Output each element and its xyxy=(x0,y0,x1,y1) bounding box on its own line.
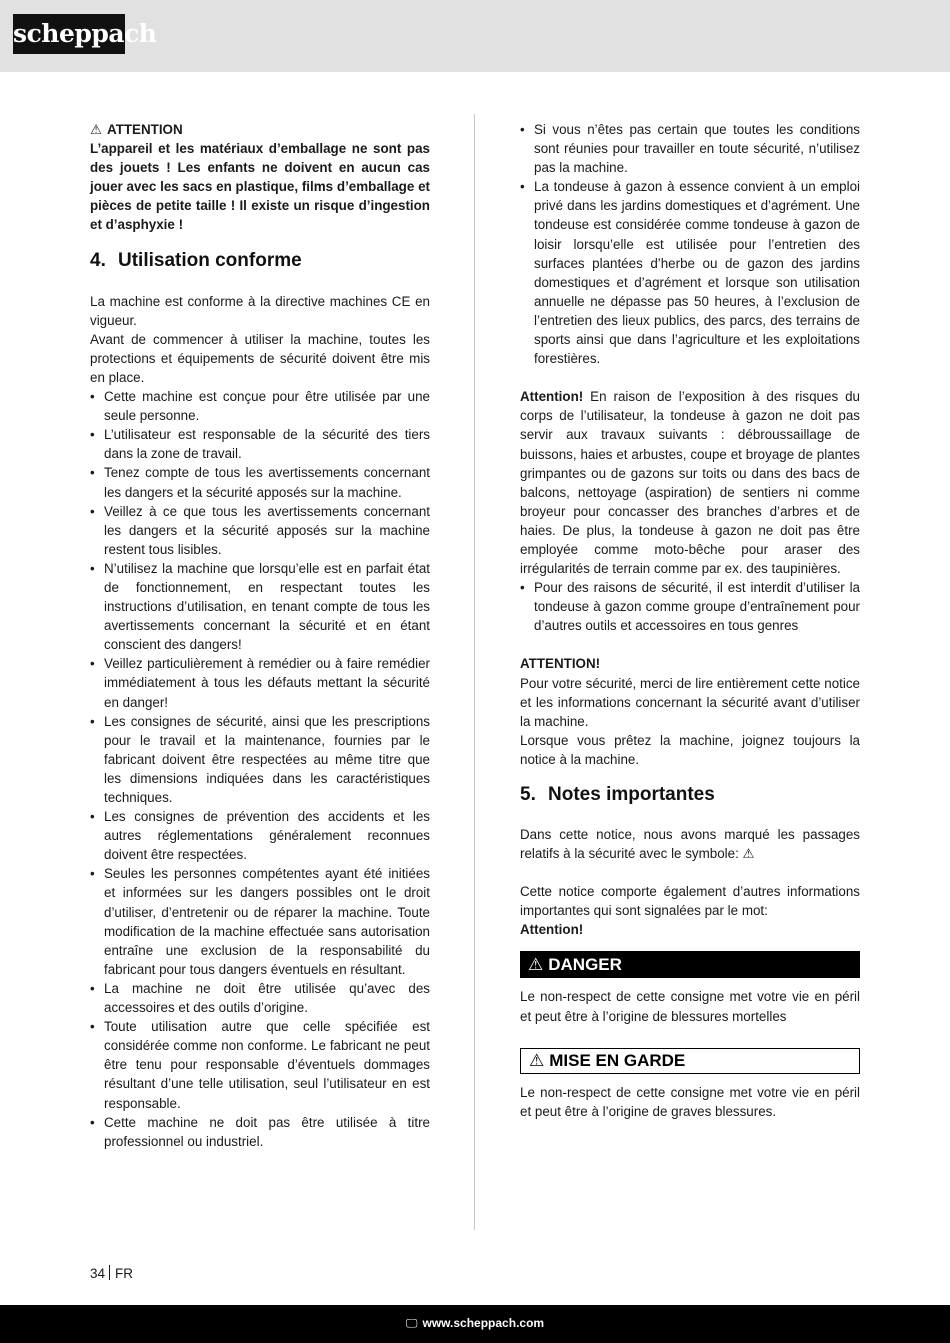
section-5-title: Notes importantes xyxy=(548,784,715,805)
monitor-icon: 🖵 xyxy=(405,1316,418,1330)
warning-text: Le non-respect de cette consigne met votre vie en péril et peut être à l’origine de graves blessures. xyxy=(520,1084,860,1119)
right-column xyxy=(520,120,860,1121)
list-item: • Si vous n’êtes pas certain que toutes les conditions sont réunies pour travailler en toute sécurité, n’utilisez pas la machine. xyxy=(520,120,860,177)
list-item: • Toute utilisation autre que celle spécifiée est considérée comme non conforme. Le fabricant ne peut être tenu pour responsable d’éventuels dommages résultant d’une telle utilisation, seul l’utilisateur en est responsable. xyxy=(90,1017,430,1112)
notes-paragraph-2: Cette notice comporte également d’autres informations importantes qui sont signalées par le mot: xyxy=(520,884,860,919)
section-5-number: 5. xyxy=(520,784,536,805)
list-item: • Veillez particulièrement à remédier ou à faire remédier immédiatement à tous les défauts mettant la sécurité en danger! xyxy=(90,654,430,711)
attention-label: Attention! xyxy=(520,389,584,405)
warning-triangle-icon: ⚠ xyxy=(529,1050,545,1070)
warning-triangle-icon: ⚠ xyxy=(528,955,544,975)
header-band xyxy=(0,0,950,72)
attention-2-paragraph-2: Lorsque vous prêtez la machine, joignez toujours la notice à la machine. xyxy=(520,732,860,767)
warning-label: MISE EN GARDE xyxy=(549,1050,686,1070)
list-item: • Les consignes de sécurité, ainsi que les prescriptions pour le travail et la maintenance, fournies par le fabricant doivent être respectées au même titre que les dimensions indiquées dans les caractéristiques techniques. xyxy=(90,712,430,807)
page-number-value: 34 xyxy=(90,1266,106,1281)
attention-2-heading: ATTENTION! xyxy=(520,656,601,672)
notes-attention-word: Attention! xyxy=(520,922,584,938)
safety-bullet-list xyxy=(520,578,860,635)
list-item: • N’utilisez la machine que lorsqu’elle est en parfait état de fonctionnement, en respectant toutes les instructions d’utilisation, en tenant compte de tous les avertissements concernant la sécurité et en étant conscient des dangers! xyxy=(90,559,430,654)
list-item: • Tenez compte de tous les avertissements concernant les dangers et la sécurité apposés sur la machine. xyxy=(90,463,430,501)
left-column xyxy=(90,120,430,1151)
section-4-title: Utilisation conforme xyxy=(118,249,302,271)
list-item: • Cette machine est conçue pour être utilisée par une seule personne. xyxy=(90,387,430,425)
section-4-number: 4. xyxy=(90,249,106,271)
footer-website[interactable]: www.scheppach.com xyxy=(422,1316,545,1330)
attention-packaging-text: L’appareil et les matériaux d’emballage ne sont pas des jouets ! Les enfants ne doivent en aucun cas jouer avec les sacs en plastique, films d’emballage et pièces de petite taille ! Il existe un risque d’ingestion et d’asphyxie ! xyxy=(90,141,430,233)
attention-heading: ⚠ ATTENTION xyxy=(90,122,183,137)
danger-banner xyxy=(520,951,860,978)
page-language: FR xyxy=(115,1266,134,1281)
scheppach-logo: scheppach xyxy=(13,14,125,54)
list-item: • Seules les personnes compétentes ayant été initiées et informées sur les dangers possibles ont le droit d’utiliser, d’entretenir ou de réparer la machine. Toute modification de la machine effectuée sans autorisation entraîne une exclusion de la responsabilité du fabricant pour tous dangers éventuels en résultant. xyxy=(90,864,430,979)
page-number xyxy=(90,1265,133,1283)
warning-banner xyxy=(520,1048,860,1074)
list-item: • Cette machine ne doit pas être utilisée à titre professionnel ou industriel. xyxy=(90,1113,430,1151)
right-bullet-list xyxy=(520,120,860,368)
warning-triangle-icon: ⚠ xyxy=(90,122,103,137)
list-item: • Les consignes de prévention des accidents et les autres réglementations généralement reconnues doivent être respectées. xyxy=(90,807,430,864)
list-item: • La machine ne doit être utilisée qu’avec des accessoires et des outils d’origine. xyxy=(90,979,430,1017)
list-item: • Veillez à ce que tous les avertissements concernant les dangers et la sécurité apposés sur la machine restent tous lisibles. xyxy=(90,502,430,559)
section-4-heading xyxy=(90,249,430,273)
column-divider xyxy=(474,114,475,1230)
danger-label: DANGER xyxy=(548,955,622,975)
list-item: • L’utilisateur est responsable de la sécurité des tiers dans la zone de travail. xyxy=(90,425,430,463)
list-item: • La tondeuse à gazon à essence convient à un emploi privé dans les jardins domestiques et d’agrément. Une tondeuse est considérée comme tondeuse à gazon de loisir lorsqu’elle est utilisée pour l’entretien des surfaces plantées d’herbe ou de gazon des jardins domestiques et d’agrément et lorsque son utilisation annuelle ne dépasse pas 50 heures, à l’exclusion de l’entretien des lieux publics, des parcs, des terrains de sports ainsi que dans l’agriculture et les exploitations forestières. xyxy=(520,177,860,368)
list-item: • Pour des raisons de sécurité, il est interdit d’utiliser la tondeuse à gazon comme groupe d’entraînement pour d’autres outils et accessoires en tous genres xyxy=(520,578,860,635)
danger-text: Le non-respect de cette consigne met votre vie en péril et peut être à l’origine de blessures mortelles xyxy=(520,989,860,1024)
section-5-heading xyxy=(520,783,860,807)
attention-restrictions-paragraph: Attention! En raison de l’exposition à des risques du corps de l’utilisateur, la tondeuse à gazon ne doit pas servir aux travaux suivants : débroussaillage de buissons, haies et arbustes, coupe et broyage de plantes grimpantes ou de gazons sur toits ou dans des bacs de balcons, nettoyage (aspiration) de sentiers ni comme broyeur pour concasser des branches d’arbres et de haies. De plus, la tondeuse à gazon ne doit pas être employée comme moto-bêche pour araser des irrégularités de terrain comme par ex. des taupinières. xyxy=(520,389,860,577)
intro-paragraph-1: La machine est conforme à la directive machines CE en vigueur. xyxy=(90,293,430,328)
intro-paragraph-2: Avant de commencer à utiliser la machine, toutes les protections et équipements de sécurité doivent être mis en place. xyxy=(90,331,430,385)
attention-2-paragraph-1: Pour votre sécurité, merci de lire entièrement cette notice et les informations concernant la sécurité avant d’utiliser la machine. xyxy=(520,675,860,729)
notes-paragraph-1: Dans cette notice, nous avons marqué les passages relatifs à la sécurité avec le symbole: ⚠ xyxy=(520,827,860,862)
footer-band xyxy=(0,1305,950,1343)
usage-bullet-list xyxy=(90,387,430,1151)
